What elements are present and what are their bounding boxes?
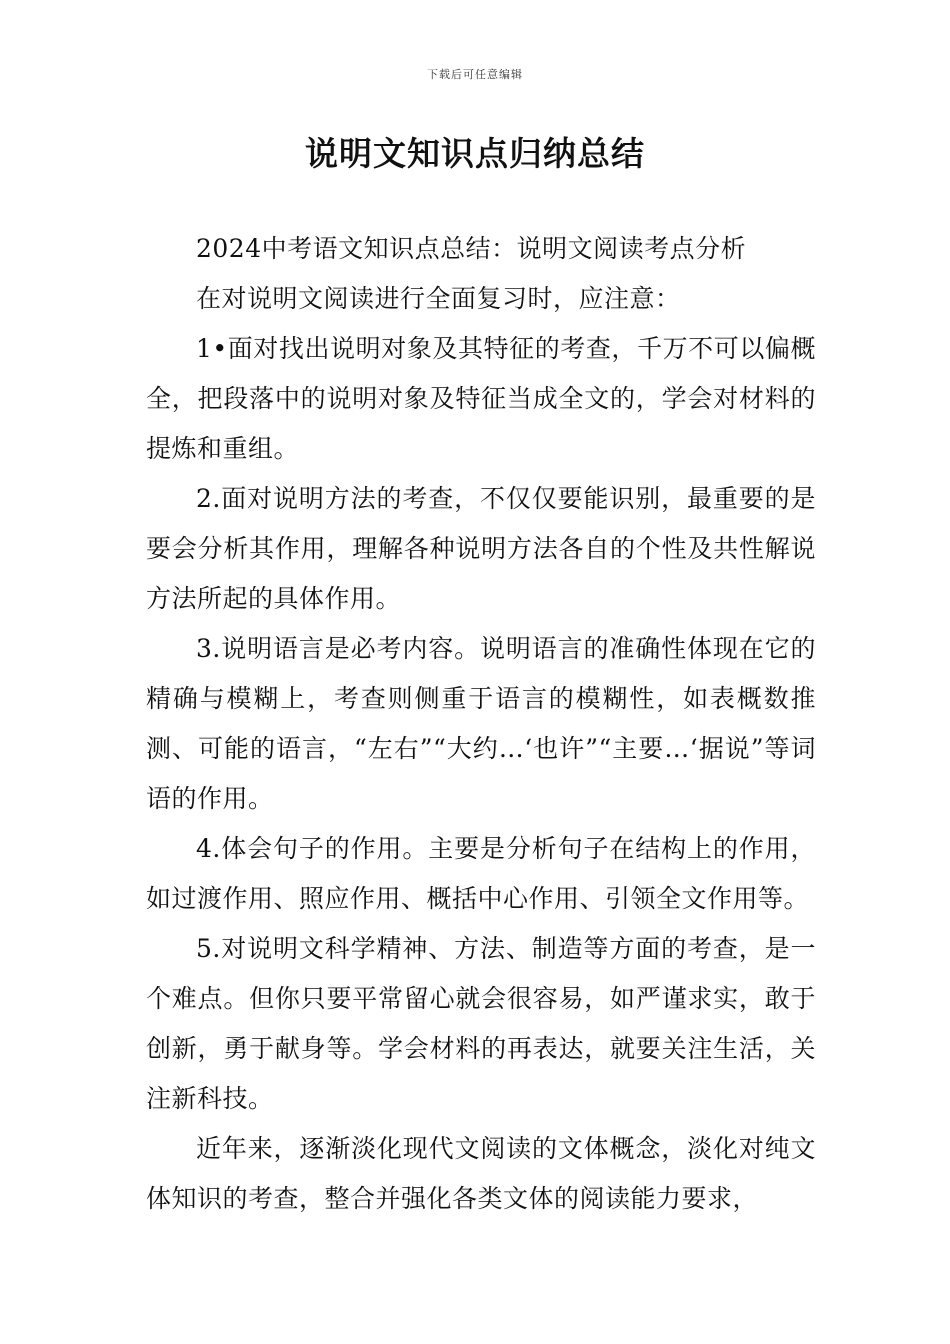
paragraph-trend: 近年来，逐渐淡化现代文阅读的文体概念，淡化对纯文体知识的考查，整合并强化各类文体的阅读能力要求，	[146, 1134, 816, 1213]
paragraph-intro: 在对说明文阅读进行全面复习时，应注意：	[196, 284, 681, 313]
paragraph-point-2: 2.面对说明方法的考查，不仅仅要能识别，最重要的是要会分析其作用，理解各种说明方法各自的个性及共性解说方法所起的具体作用。	[146, 484, 816, 613]
document-body	[146, 224, 816, 1224]
document-title: 说明文知识点归纳总结	[305, 134, 645, 173]
paragraph-point-5: 5.对说明文科学精神、方法、制造等方面的考查，是一个难点。但你只要平常留心就会很容易，如严谨求实，敢于创新，勇于献身等。学会材料的再表达，就要关注生活，关注新科技。	[146, 934, 816, 1113]
paragraph-point-4: 4.体会句子的作用。主要是分析句子在结构上的作用，如过渡作用、照应作用、概括中心作用、引领全文作用等。	[146, 834, 816, 913]
paragraph-point-1: 1•面对找出说明对象及其特征的考查，千万不可以偏概全，把段落中的说明对象及特征当成全文的，学会对材料的提炼和重组。	[146, 334, 816, 463]
header-note: 下载后可任意编辑	[427, 68, 523, 81]
paragraph-subtitle: 2024中考语文知识点总结：说明文阅读考点分析	[196, 234, 747, 263]
paragraph-point-3: 3.说明语言是必考内容。说明语言的准确性体现在它的精确与模糊上，考查则侧重于语言的模糊性，如表概数推测、可能的语言，“左右”“大约…‘也许”“主要…‘据说”等词语的作用。	[146, 634, 816, 813]
